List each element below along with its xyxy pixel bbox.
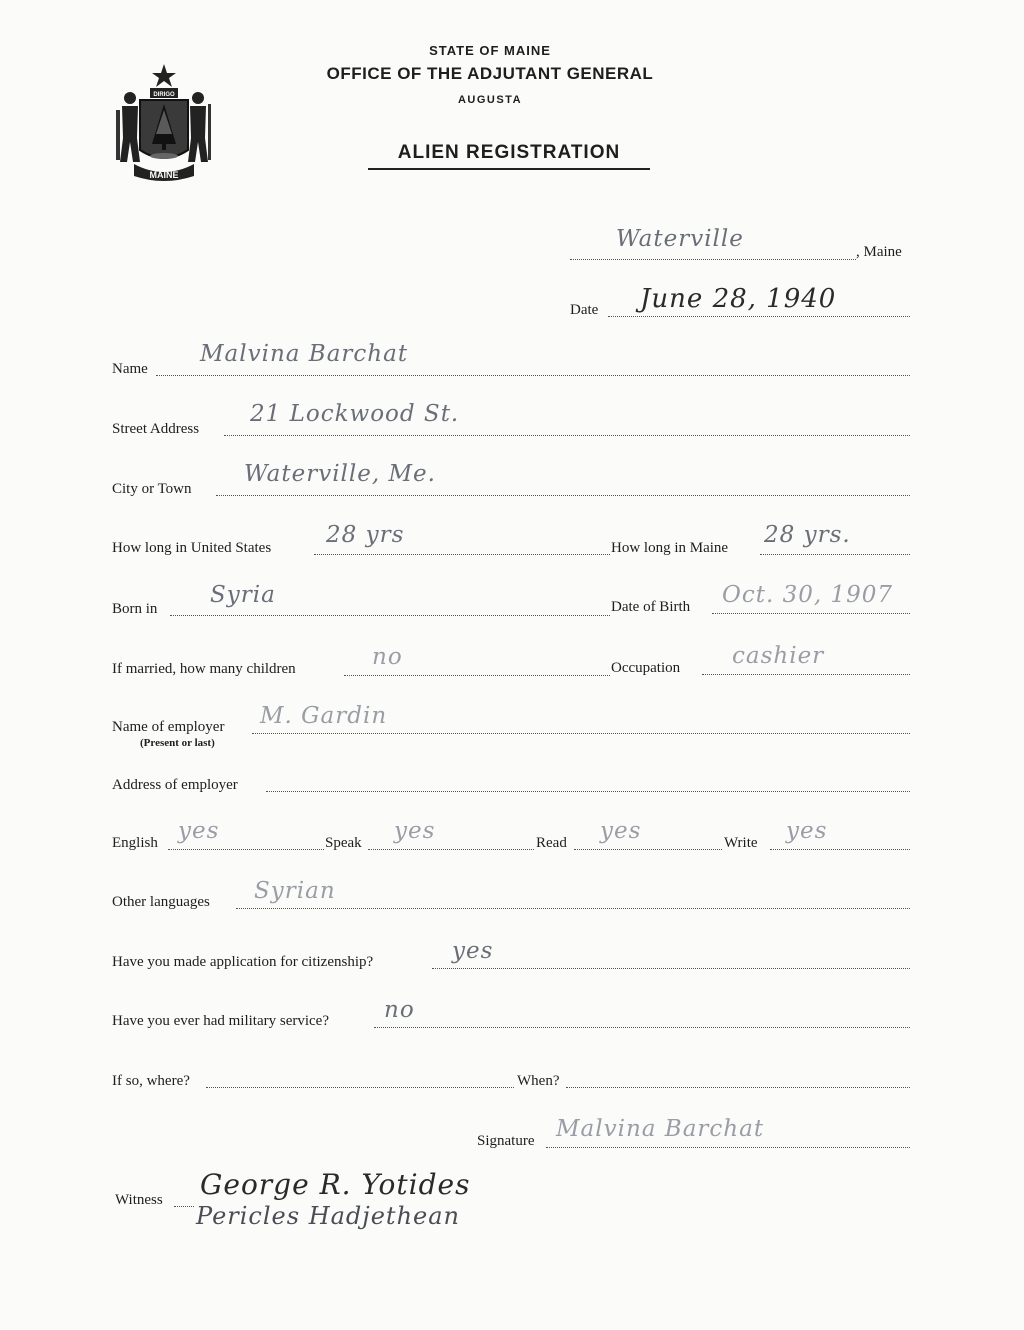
read-label: Read <box>536 835 567 851</box>
witness-label: Witness <box>115 1192 163 1208</box>
occupation-value: cashier <box>732 643 825 669</box>
state-heading: STATE OF MAINE <box>429 43 551 58</box>
maine-duration-line <box>760 554 910 555</box>
street-line <box>224 435 910 436</box>
us-duration-line <box>314 554 610 555</box>
born-label: Born in <box>112 601 158 617</box>
where-label: If so, where? <box>112 1073 190 1089</box>
other-languages-value: Syrian <box>254 878 336 904</box>
city-label: City or Town <box>112 481 192 497</box>
signature-value: Malvina Barchat <box>556 1116 765 1142</box>
english-label: English <box>112 835 158 851</box>
seal-text: MAINE <box>149 170 179 180</box>
date-line <box>608 316 910 317</box>
name-value: Malvina Barchat <box>200 341 409 367</box>
speak-label: Speak <box>325 835 362 851</box>
military-value: no <box>384 997 415 1023</box>
write-label: Write <box>724 835 758 851</box>
military-line <box>374 1027 910 1028</box>
other-languages-line <box>236 908 910 909</box>
city-heading: AUGUSTA <box>457 94 523 106</box>
witness-value-second: Pericles Hadjethean <box>196 1202 461 1230</box>
when-line <box>566 1087 910 1088</box>
dob-line <box>712 613 910 614</box>
read-value: yes <box>600 818 642 844</box>
where-line <box>206 1087 514 1088</box>
employer-address-line <box>266 791 910 792</box>
children-value: no <box>372 644 403 670</box>
employer-line <box>252 733 910 734</box>
born-line <box>170 615 610 616</box>
date-value: June 28, 1940 <box>640 284 837 314</box>
born-value: Syria <box>210 582 276 608</box>
speak-line <box>368 849 534 850</box>
when-label: When? <box>517 1073 560 1089</box>
city-line <box>216 495 910 496</box>
svg-text:DIRIGO: DIRIGO <box>153 92 175 98</box>
speak-value: yes <box>394 818 436 844</box>
employer-address-label: Address of employer <box>112 777 238 793</box>
name-label: Name <box>112 361 148 377</box>
dob-label: Date of Birth <box>611 599 691 615</box>
signature-line <box>546 1147 910 1148</box>
signature-label: Signature <box>477 1133 535 1149</box>
children-line <box>344 675 610 676</box>
other-languages-label: Other languages <box>112 894 210 910</box>
maine-duration-value: 28 yrs. <box>764 522 851 548</box>
employer-label: Name of employer <box>112 719 225 735</box>
occupation-line <box>702 674 910 675</box>
occupation-label: Occupation <box>611 660 681 676</box>
write-line <box>770 849 910 850</box>
english-line <box>168 849 324 850</box>
employer-value: M. Gardin <box>260 703 388 729</box>
name-line <box>156 375 910 376</box>
us-duration-value: 28 yrs <box>326 522 405 548</box>
title-underline <box>368 168 650 170</box>
employer-sublabel: (Present or last) <box>140 737 215 749</box>
citizenship-value: yes <box>452 938 494 964</box>
dob-value: Oct. 30, 1907 <box>722 582 894 608</box>
location-line <box>570 259 856 260</box>
location-value: Waterville <box>616 226 744 252</box>
us-duration-label: How long in United States <box>112 540 272 556</box>
english-value: yes <box>178 818 220 844</box>
street-label: Street Address <box>112 421 200 437</box>
read-line <box>574 849 722 850</box>
citizenship-line <box>432 968 910 969</box>
witness-value: George R. Yotides <box>200 1168 471 1201</box>
form-title: ALIEN REGISTRATION <box>397 142 621 163</box>
date-label: Date <box>570 302 599 318</box>
office-heading: OFFICE OF THE ADJUTANT GENERAL <box>326 64 654 83</box>
witness-line <box>174 1206 194 1207</box>
write-value: yes <box>786 818 828 844</box>
street-value: 21 Lockwood St. <box>250 401 460 427</box>
city-value: Waterville, Me. <box>244 461 436 487</box>
maine-duration-label: How long in Maine <box>611 540 729 556</box>
military-label: Have you ever had military service? <box>112 1013 329 1029</box>
citizenship-label: Have you made application for citizenship? <box>112 954 374 970</box>
location-suffix: , Maine <box>856 244 902 260</box>
children-label: If married, how many children <box>112 661 296 677</box>
